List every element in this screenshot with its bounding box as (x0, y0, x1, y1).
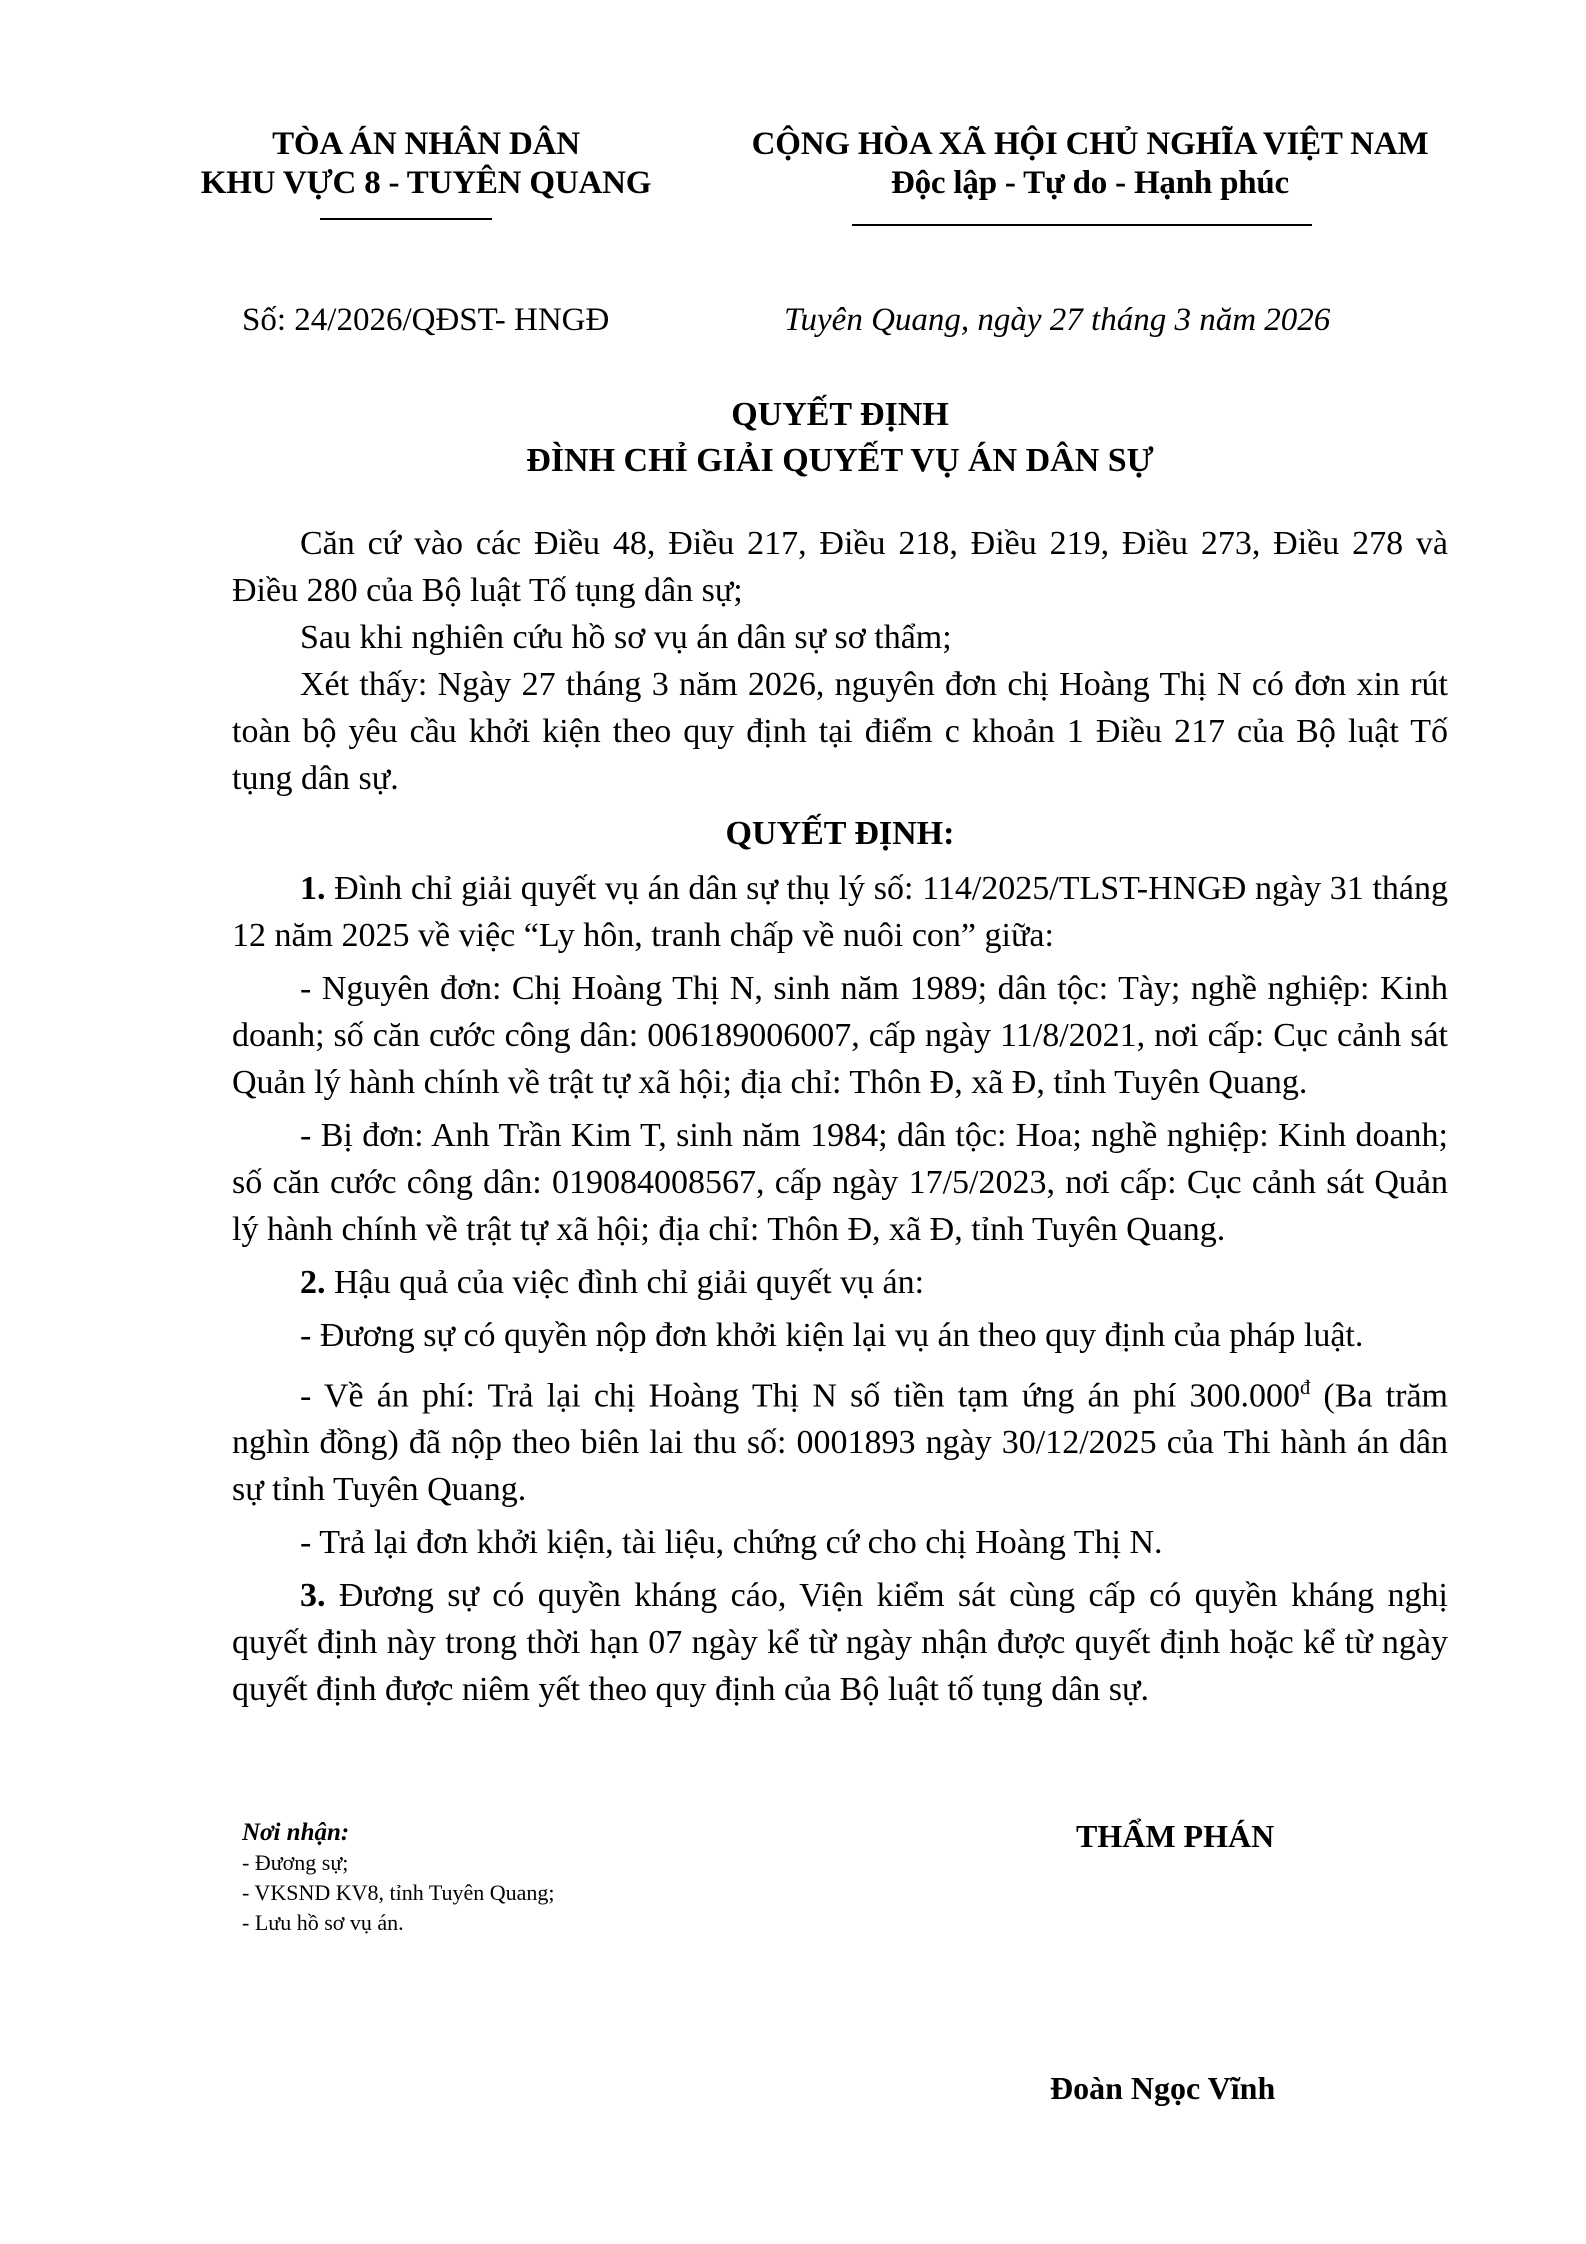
decision-item-3-text: Đương sự có quyền kháng cáo, Viện kiểm sát cùng cấp có quyền kháng nghị quyết định này trong thời hạn 07 ngày kể từ ngày nhận được quyết định hoặc kể từ ngày quyết định được niêm yết theo quy định của Bộ luật tố tụng dân sự. (232, 1577, 1448, 1709)
national-name: CỘNG HÒA XÃ HỘI CHỦ NGHĨA VIỆT NAM (751, 126, 1429, 162)
signer-name: Đoàn Ngọc Vĩnh (1050, 2070, 1276, 2106)
court-name-line1: TÒA ÁN NHÂN DÂN (272, 126, 580, 162)
court-fee-text-b: (Ba trăm nghìn đồng) đã nộp theo biên lai thu số: 0001893 ngày 30/12/2025 của Thi hành án dân sự tỉnh Tuyên Quang. (232, 1377, 1448, 1509)
consequence-court-fee (232, 1365, 1448, 1513)
plaintiff-info: - Nguyên đơn: Chị Hoàng Thị N, sinh năm 1989; dân tộc: Tày; nghề nghiệp: Kinh doanh; số căn cước công dân: 006189006007, cấp ngày 11/8/2021, nơi cấp: Cục cảnh sát Quản lý hành chính về trật tự xã hội; địa chỉ: Thôn Đ, xã Đ, tỉnh Tuyên Quang. (232, 970, 1448, 1101)
currency-symbol: đ (1299, 1377, 1311, 1399)
consequence-return-documents: - Trả lại đơn khởi kiện, tài liệu, chứng cứ cho chị Hoàng Thị N. (300, 1524, 1163, 1562)
document-subtitle: ĐÌNH CHỈ GIẢI QUYẾT VỤ ÁN DÂN SỰ (526, 442, 1154, 479)
place-date: Tuyên Quang, ngày 27 tháng 3 năm 2026 (784, 302, 1331, 338)
recipient-item: - VKSND KV8, tỉnh Tuyên Quang; (242, 1880, 555, 1905)
decision-item-2 (232, 1259, 1448, 1306)
decision-item-3 (232, 1572, 1448, 1713)
document-body (232, 520, 1448, 1719)
document-number: Số: 24/2026/QĐST- HNGĐ (242, 302, 610, 338)
decision-item-2-number: 2. (300, 1264, 326, 1301)
recipient-item: - Đương sự; (242, 1850, 349, 1875)
recipient-item: - Lưu hồ sơ vụ án. (242, 1910, 404, 1935)
decision-item-1-text: Đình chỉ giải quyết vụ án dân sự thụ lý số: 114/2025/TLST-HNGĐ ngày 31 tháng 12 năm 2025 về việc “Ly hôn, tranh chấp về nuôi con” giữa: (232, 870, 1448, 954)
court-name (196, 126, 656, 202)
decision-item-2-text: Hậu quả của việc đình chỉ giải quyết vụ án: (325, 1264, 925, 1301)
signer-title: THẨM PHÁN (1076, 1818, 1275, 1854)
preamble-finding: Xét thấy: Ngày 27 tháng 3 năm 2026, nguyên đơn chị Hoàng Thị N có đơn xin rút toàn bộ yêu cầu khởi kiện theo quy định tại điểm c khoản 1 Điều 217 của Bộ luật Tố tụng dân sự. (232, 666, 1448, 797)
court-name-underline (320, 218, 492, 220)
decision-heading: QUYẾT ĐỊNH: (725, 815, 955, 852)
motto: Độc lập - Tự do - Hạnh phúc (891, 165, 1289, 201)
recipients-block (242, 1818, 555, 1938)
national-motto (700, 126, 1480, 202)
document-title: QUYẾT ĐỊNH (731, 396, 949, 433)
decision-item-3-number: 3. (300, 1577, 326, 1615)
recipients-heading: Nơi nhận: (242, 1819, 350, 1846)
decision-item-1-number: 1. (300, 870, 326, 907)
court-name-line2: KHU VỰC 8 - TUYÊN QUANG (200, 165, 652, 201)
decision-item-1 (232, 865, 1448, 959)
court-fee-text-a: - Về án phí: Trả lại chị Hoàng Thị N số tiền tạm ứng án phí 300.000 (300, 1377, 1300, 1415)
defendant-info: - Bị đơn: Anh Trần Kim T, sinh năm 1984; dân tộc: Hoa; nghề nghiệp: Kinh doanh; số căn cước công dân: 019084008567, cấp ngày 17/5/2023, nơi cấp: Cục cảnh sát Quản lý hành chính về trật tự xã hội; địa chỉ: Thôn Đ, xã Đ, tỉnh Tuyên Quang. (232, 1117, 1448, 1248)
motto-underline (852, 224, 1312, 226)
consequence-refile: - Đương sự có quyền nộp đơn khởi kiện lại vụ án theo quy định của pháp luật. (300, 1317, 1364, 1354)
preamble-legal-basis: Căn cứ vào các Điều 48, Điều 217, Điều 218, Điều 219, Điều 273, Điều 278 và Điều 280 của Bộ luật Tố tụng dân sự; (232, 525, 1448, 609)
preamble-review: Sau khi nghiên cứu hồ sơ vụ án dân sự sơ thẩm; (300, 619, 952, 656)
